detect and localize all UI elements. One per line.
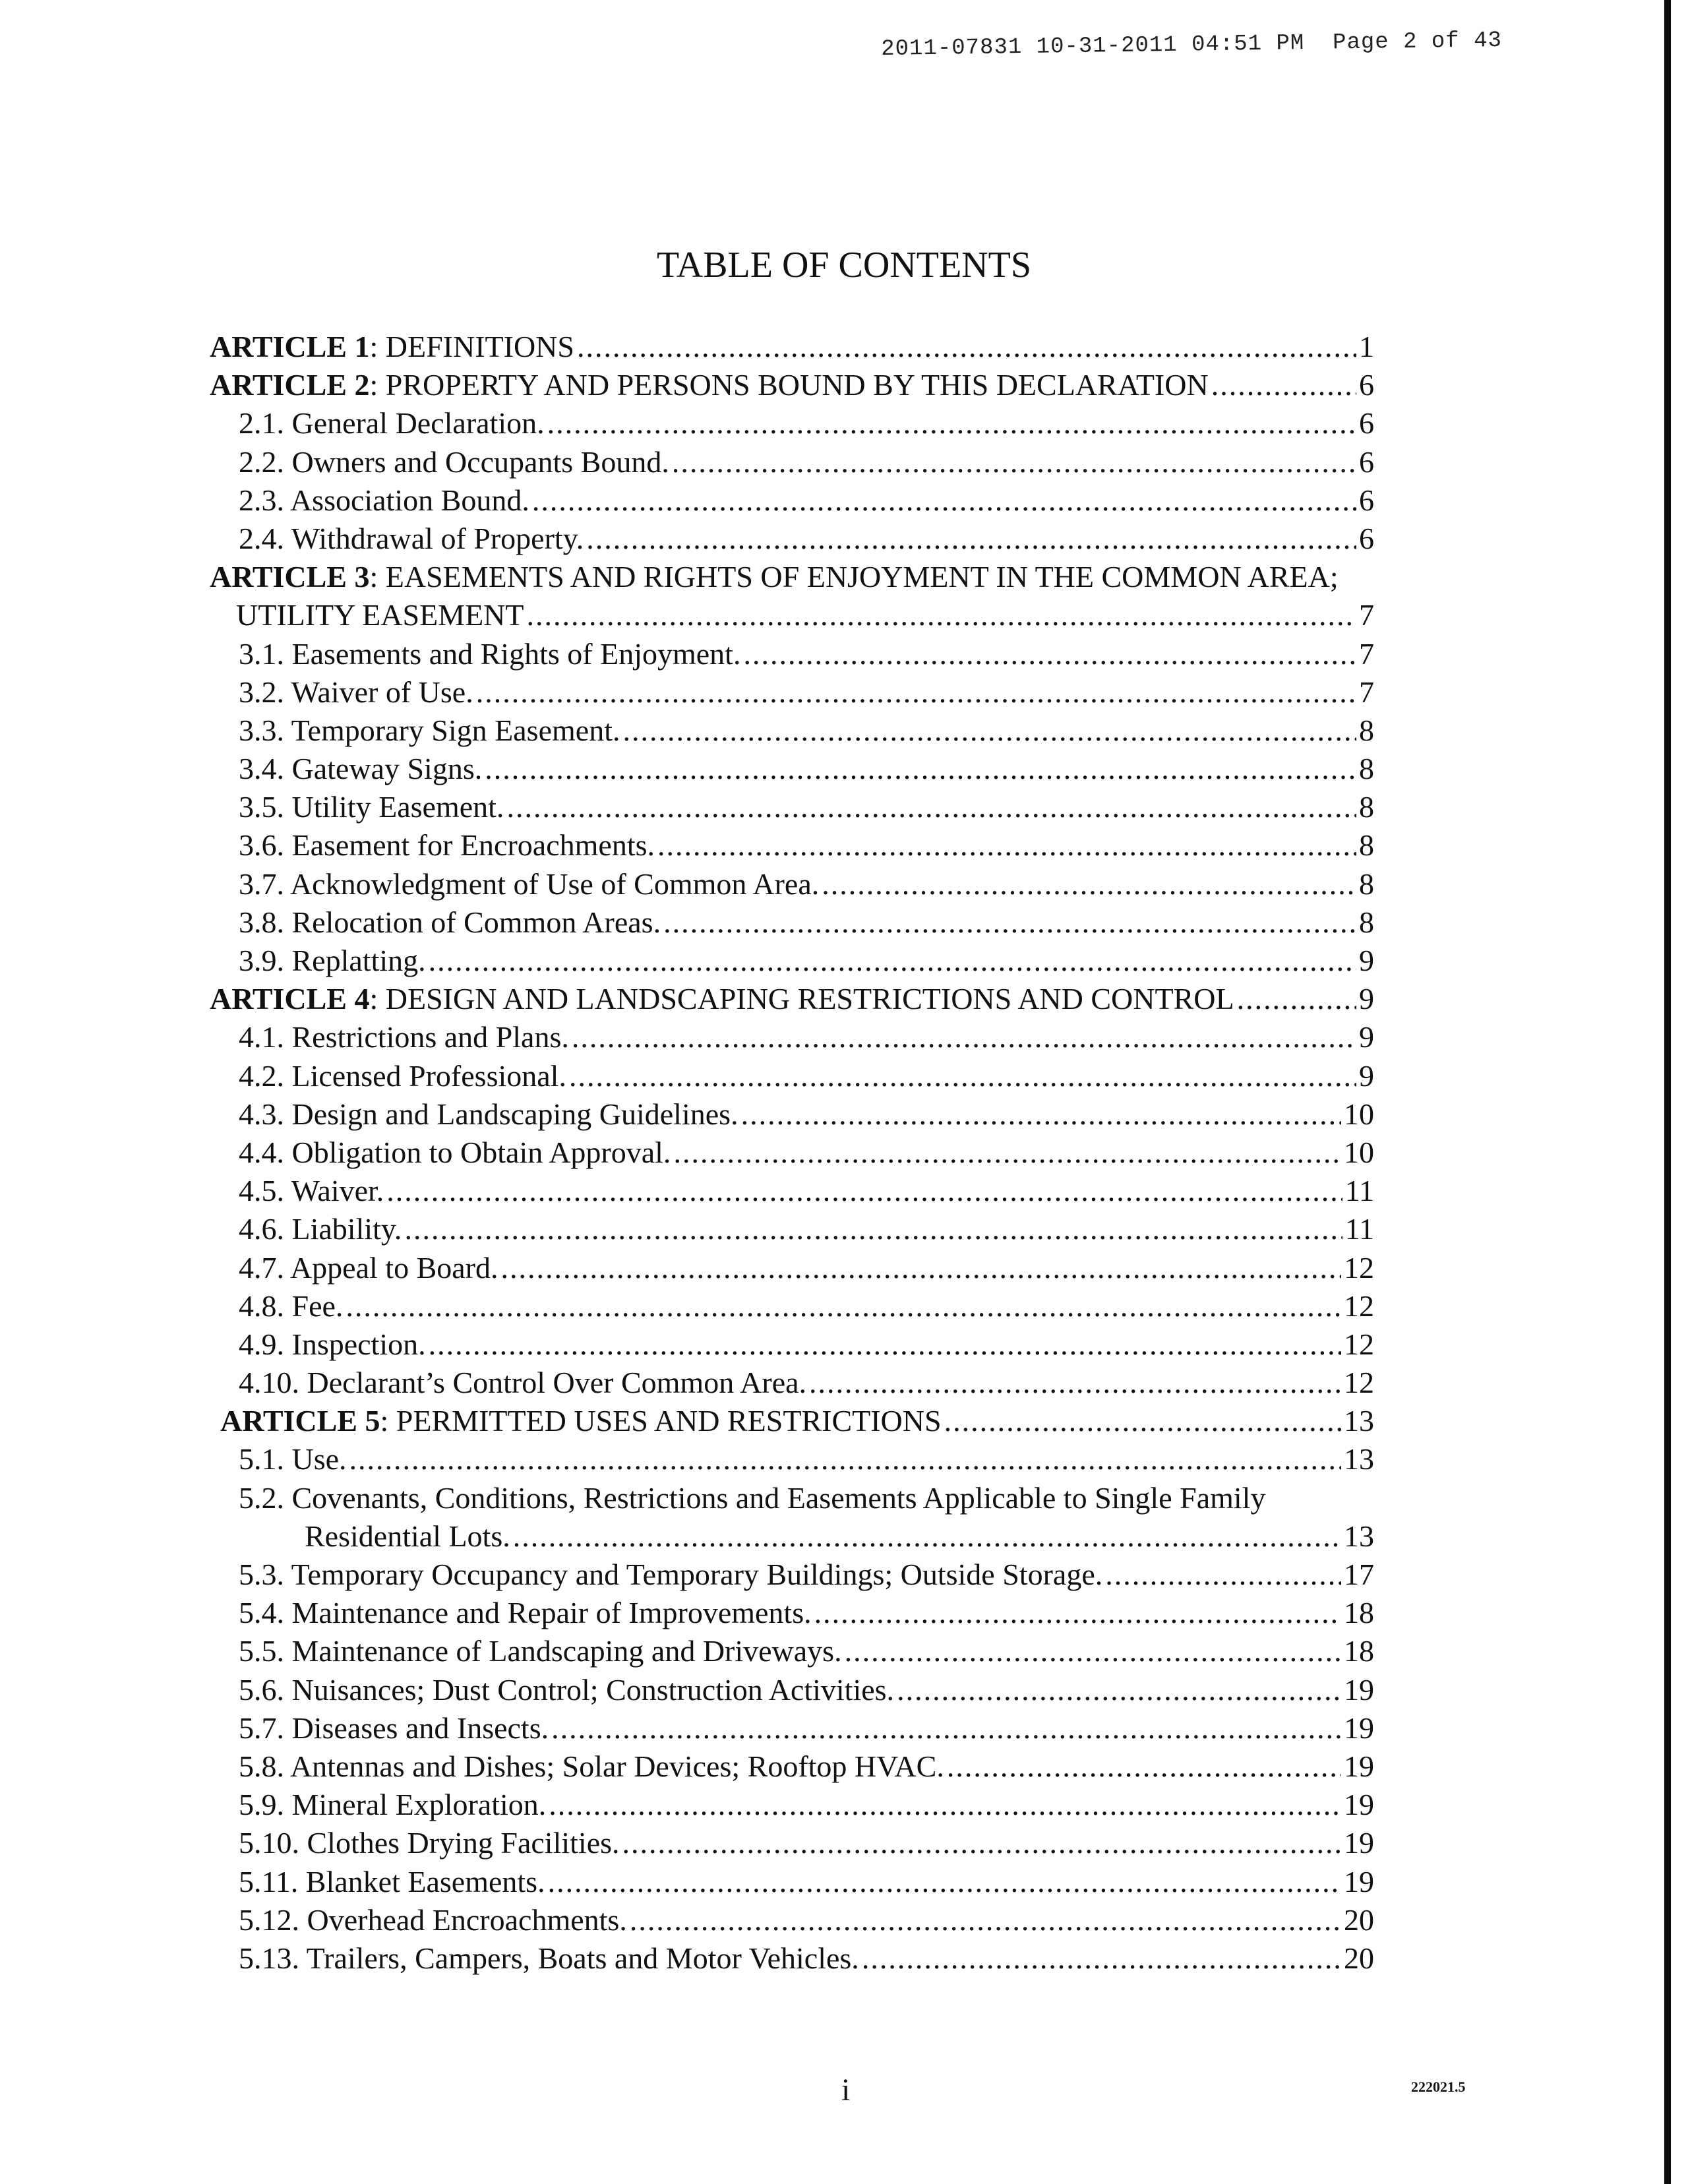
toc-section-row (210, 1325, 1374, 1364)
toc-entry-text: 5.9. Mineral Exploration. (239, 1788, 547, 1822)
toc-article-row (210, 366, 1374, 404)
toc-dot-leader (476, 673, 1356, 712)
toc-page-number: 17 (1344, 1558, 1374, 1591)
toc-entry-text: 3.6. Easement for Encroachments. (239, 828, 655, 863)
toc-dot-leader (630, 1901, 1341, 1939)
toc-entry-text: 5.8. Antennas and Dishes; Solar Devices; Rooftop HVAC. (239, 1749, 944, 1783)
toc-dot-leader (1105, 1556, 1341, 1594)
toc-dot-leader (501, 1249, 1342, 1287)
toc-dot-leader (485, 750, 1356, 788)
toc-article-label: ARTICLE 4 (210, 982, 370, 1016)
toc-page-number: 10 (1344, 1135, 1374, 1169)
toc-section-row (210, 1939, 1374, 1978)
toc-page-number: 6 (1359, 483, 1374, 517)
toc-entry-text: 2.3. Association Bound. (239, 483, 529, 517)
toc-section-row (210, 1594, 1374, 1632)
toc-page-number: 7 (1359, 598, 1374, 632)
toc-page-number: 1 (1359, 330, 1374, 363)
toc-dot-leader (743, 635, 1356, 673)
toc-section-row (210, 865, 1374, 903)
toc-section-row (210, 826, 1374, 864)
toc-section-row (210, 942, 1374, 980)
toc-entry-text: 4.3. Design and Landscaping Guidelines. (239, 1097, 738, 1131)
toc-dot-leader (814, 1594, 1341, 1632)
toc-page-number: 6 (1359, 406, 1374, 440)
toc-entry-text: 3.9. Replatting. (239, 944, 426, 977)
toc-section-row (210, 1210, 1374, 1248)
toc-section-row (210, 1440, 1374, 1478)
toc-dot-leader (1237, 980, 1356, 1018)
toc-entry-text: 4.10. Declarant’s Control Over Common Area. (239, 1366, 807, 1400)
toc-dot-leader (549, 1786, 1341, 1824)
toc-section-row (210, 903, 1374, 942)
toc-entry-text: 4.7. Appeal to Board. (239, 1250, 498, 1285)
toc-page-number: 19 (1344, 1749, 1374, 1783)
toc-section-row (210, 1172, 1374, 1210)
toc-dot-leader (429, 942, 1356, 980)
toc-section-row (210, 1671, 1374, 1709)
toc-dot-leader (663, 903, 1356, 942)
toc-page-number: 9 (1359, 982, 1374, 1016)
toc-page-number: 12 (1344, 1327, 1374, 1361)
toc-dot-leader (386, 1172, 1342, 1210)
toc-page-number: 18 (1344, 1596, 1374, 1630)
toc-section-row (210, 1863, 1374, 1901)
toc-entry-text: 3.3. Temporary Sign Easement. (239, 713, 620, 747)
toc-page-number: 10 (1344, 1097, 1374, 1131)
toc-dot-leader (548, 1863, 1341, 1901)
toc-dot-leader (741, 1095, 1341, 1134)
toc-section-row (210, 1249, 1374, 1287)
toc-dot-leader (429, 1325, 1341, 1364)
toc-page-number: 19 (1344, 1826, 1374, 1860)
toc-entry-text: 5.11. Blanket Easements. (239, 1864, 545, 1898)
toc-dot-leader (551, 1709, 1341, 1747)
toc-section-row (210, 1479, 1374, 1517)
toc-entry-text: 4.5. Waiver. (239, 1174, 384, 1208)
toc-section-row (210, 1901, 1374, 1939)
toc-dot-leader (506, 788, 1356, 826)
toc-section-row (210, 1632, 1374, 1670)
toc-section-row (210, 1287, 1374, 1325)
toc-dot-leader (947, 1747, 1341, 1786)
toc-entry-text: 2.4. Withdrawal of Property. (239, 521, 584, 555)
toc-dot-leader (673, 1134, 1341, 1172)
toc-section-row (210, 1824, 1374, 1862)
toc-section-row (210, 1709, 1374, 1747)
toc-dot-leader (577, 328, 1356, 366)
toc-page-number: 9 (1359, 1020, 1374, 1054)
toc-entry-text: 5.13. Trailers, Campers, Boats and Motor Vehicles. (239, 1941, 859, 1975)
toc-dot-leader (944, 1402, 1341, 1440)
toc-dot-leader (809, 1364, 1341, 1402)
toc-page-number: 12 (1344, 1366, 1374, 1400)
toc-entry-text: 5.7. Diseases and Insects. (239, 1711, 549, 1745)
toc-page-number: 8 (1359, 828, 1374, 863)
scan-edge-bar (1664, 0, 1671, 2184)
toc-section-row (210, 788, 1374, 826)
toc-page-number: 13 (1344, 1519, 1374, 1553)
toc-page-number: 19 (1344, 1711, 1374, 1745)
toc-entry-text: 2.2. Owners and Occupants Bound. (239, 444, 669, 479)
toc-dot-leader (672, 443, 1356, 481)
toc-section-row (210, 635, 1374, 673)
toc-section-row (210, 443, 1374, 481)
toc-page-number: 13 (1344, 1404, 1374, 1438)
toc-page-number: 7 (1359, 636, 1374, 671)
toc-section-row (210, 673, 1374, 712)
toc-entry-text: : DESIGN AND LANDSCAPING RESTRICTIONS AND CONTROL (369, 982, 1234, 1016)
toc-entry-text: 4.2. Licensed Professional. (239, 1058, 566, 1093)
toc-page-number: 11 (1344, 1174, 1374, 1208)
toc-section-row (210, 750, 1374, 788)
toc-article-label: ARTICLE 3 (210, 560, 370, 594)
toc-entry-text: : EASEMENTS AND RIGHTS OF ENJOYMENT IN THE COMMON AREA; (369, 560, 1339, 594)
toc-entry-text: : PROPERTY AND PERSONS BOUND BY THIS DECLARATION (369, 368, 1209, 402)
toc-page-number: 6 (1359, 368, 1374, 402)
toc-page-number: 9 (1359, 944, 1374, 977)
toc-entry-text: Residential Lots. (305, 1519, 510, 1553)
toc-section-row (210, 712, 1374, 750)
toc-article-label: ARTICLE 5 (220, 1404, 380, 1438)
toc-entry-text: 3.1. Easements and Rights of Enjoyment. (239, 636, 741, 671)
toc-entry-text: 3.4. Gateway Signs. (239, 752, 483, 786)
toc-section-row (210, 1747, 1374, 1786)
toc-page-number: 12 (1344, 1250, 1374, 1285)
toc-entry-text: 5.5. Maintenance of Landscaping and Driveways. (239, 1634, 842, 1668)
toc-entry-text: 5.10. Clothes Drying Facilities. (239, 1826, 620, 1860)
toc-page-number: 18 (1344, 1634, 1374, 1668)
toc-page-number: 8 (1359, 713, 1374, 747)
footer-document-code: 222021.5 (1411, 2078, 1466, 2095)
toc-article-row (210, 328, 1374, 366)
toc-section-row (210, 1057, 1374, 1095)
toc-article-label: ARTICLE 2 (210, 368, 370, 402)
toc-dot-leader (349, 1440, 1341, 1478)
toc-dot-leader (586, 520, 1356, 558)
toc-article-row (210, 596, 1374, 634)
toc-dot-leader (622, 1824, 1341, 1862)
toc-section-row (210, 404, 1374, 442)
toc-page-number: 19 (1344, 1788, 1374, 1822)
toc-page-number: 7 (1359, 675, 1374, 709)
toc-entry-text: 5.12. Overhead Encroachments. (239, 1902, 627, 1937)
toc-entry-text: 4.9. Inspection. (239, 1327, 426, 1361)
toc-section-row (210, 1556, 1374, 1594)
toc-entry-text: 3.2. Waiver of Use. (239, 675, 473, 709)
toc-entry-text: 5.3. Temporary Occupancy and Temporary Buildings; Outside Storage. (239, 1558, 1103, 1591)
toc-dot-leader (897, 1671, 1341, 1709)
toc-page-number: 8 (1359, 866, 1374, 901)
toc-dot-leader (404, 1210, 1342, 1248)
toc-section-row (210, 481, 1374, 520)
toc-entry-text: 5.1. Use. (239, 1442, 347, 1476)
toc-entry-text: 2.1. General Declaration. (239, 406, 545, 440)
toc-dot-leader (845, 1632, 1341, 1670)
toc-page-number: 12 (1344, 1289, 1374, 1323)
toc-section-row (210, 1095, 1374, 1134)
toc-entry-text: : PERMITTED USES AND RESTRICTIONS (380, 1404, 942, 1438)
toc-dot-leader (572, 1018, 1356, 1056)
toc-page-number: 8 (1359, 752, 1374, 786)
toc-entry-text: 5.4. Maintenance and Repair of Improvements. (239, 1596, 812, 1630)
toc-page-number: 20 (1344, 1902, 1374, 1937)
toc-dot-leader (657, 826, 1356, 864)
toc-section-row (210, 1786, 1374, 1824)
toc-article-row (210, 1402, 1374, 1440)
toc-entry-text: 4.4. Obligation to Obtain Approval. (239, 1135, 671, 1169)
toc-section-row (210, 1018, 1374, 1056)
toc-section-row (210, 1517, 1374, 1556)
toc-page-number: 9 (1359, 1058, 1374, 1093)
toc-entry-text: UTILITY EASEMENT (236, 598, 524, 632)
toc-page-number: 19 (1344, 1864, 1374, 1898)
toc-dot-leader (526, 596, 1356, 634)
page-title: TABLE OF CONTENTS (657, 245, 1031, 286)
toc-entry-text: 5.2. Covenants, Conditions, Restrictions and Easements Applicable to Single Family (239, 1480, 1266, 1515)
toc-section-row (210, 1134, 1374, 1172)
toc-dot-leader (532, 481, 1356, 520)
toc-page-number: 6 (1359, 444, 1374, 479)
toc-section-row (210, 520, 1374, 558)
toc-article-row (210, 558, 1374, 596)
toc-dot-leader (569, 1057, 1356, 1095)
toc-page-number: 11 (1344, 1212, 1374, 1246)
toc-list (210, 328, 1374, 1978)
toc-page-number: 8 (1359, 790, 1374, 824)
toc-dot-leader (513, 1517, 1341, 1556)
toc-article-label: ARTICLE 1 (210, 330, 370, 363)
toc-dot-leader (622, 712, 1356, 750)
toc-entry-text: : DEFINITIONS (369, 330, 574, 363)
toc-entry-text: 5.6. Nuisances; Dust Control; Construction Activities. (239, 1672, 895, 1707)
toc-page-number: 6 (1359, 521, 1374, 555)
toc-page-number: 20 (1344, 1941, 1374, 1975)
toc-entry-text: 3.7. Acknowledgment of Use of Common Area. (239, 866, 820, 901)
toc-section-row (210, 1364, 1374, 1402)
toc-dot-leader (1211, 366, 1356, 404)
toc-page-number: 19 (1344, 1672, 1374, 1707)
toc-entry-text: 4.8. Fee. (239, 1289, 344, 1323)
toc-entry-text: 3.5. Utility Easement. (239, 790, 504, 824)
toc-entry-text: 4.6. Liability. (239, 1212, 402, 1246)
fax-header: 2011-07831 10-31-2011 04:51 PM Page 2 of 43 (881, 28, 1503, 62)
toc-article-row (210, 980, 1374, 1018)
toc-entry-text: 3.8. Relocation of Common Areas. (239, 905, 661, 939)
toc-page-number: 8 (1359, 905, 1374, 939)
toc-entry-text: 4.1. Restrictions and Plans. (239, 1020, 569, 1054)
toc-dot-leader (822, 865, 1356, 903)
toc-dot-leader (547, 404, 1356, 442)
toc-page-number: 13 (1344, 1442, 1374, 1476)
toc-dot-leader (862, 1939, 1341, 1978)
footer-page-number: i (841, 2073, 851, 2108)
toc-dot-leader (346, 1287, 1341, 1325)
